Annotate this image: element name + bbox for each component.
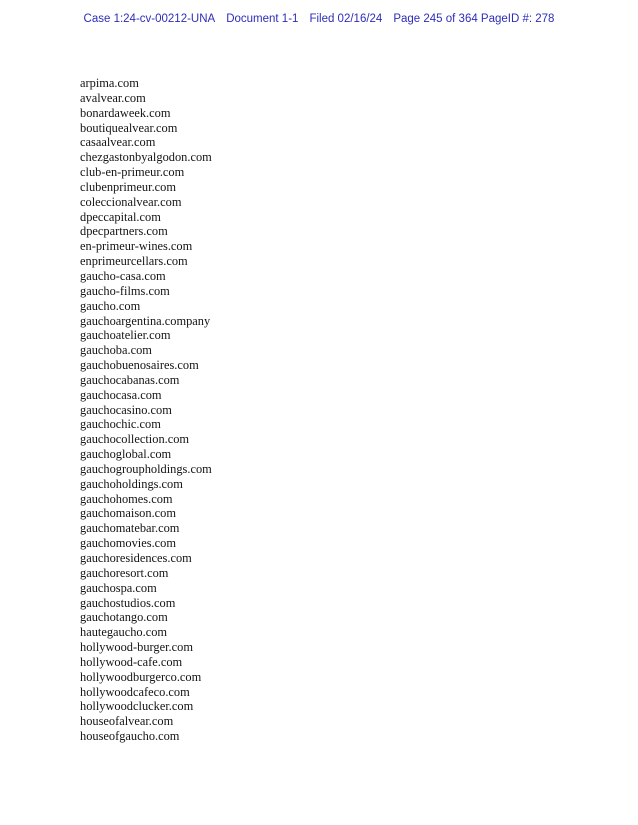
- domain-list-item: gauchochic.com: [80, 417, 161, 432]
- domain-list-item: hollywood-burger.com: [80, 640, 193, 655]
- domain-list-item: coleccionalvear.com: [80, 194, 182, 209]
- domain-list-item: gauchogroupholdings.com: [80, 461, 212, 476]
- domain-list-item: hollywood-cafe.com: [80, 654, 183, 669]
- domain-list-item: club-en-primeur.com: [80, 165, 185, 180]
- domain-list-item: houseofalvear.com: [80, 714, 174, 729]
- domain-list-item: gauchomatebar.com: [80, 521, 180, 536]
- domain-list-item: boutiquealvear.com: [80, 120, 178, 135]
- case-stamp-header: [0, 13, 638, 25]
- domain-list-item: gauchocasino.com: [80, 402, 172, 417]
- domain-list-item: gauchocollection.com: [80, 432, 190, 447]
- domain-list-item: gauchospa.com: [80, 580, 157, 595]
- page-info: Page 245 of 364 PageID #: 278: [393, 13, 555, 25]
- domain-list-item: gauchoholdings.com: [80, 476, 183, 491]
- case-number: Case 1:24-cv-00212-UNA: [83, 13, 216, 25]
- domain-list-item: gauchobuenosaires.com: [80, 358, 199, 373]
- domain-list-item: gauchoargentina.company: [80, 313, 211, 328]
- domain-list-item: gauchoatelier.com: [80, 328, 171, 343]
- domain-list-item: houseofgaucho.com: [80, 729, 180, 744]
- domain-list-item: clubenprimeur.com: [80, 179, 176, 194]
- domain-list-item: gauchomaison.com: [80, 506, 177, 521]
- domain-list-item: gauchostudios.com: [80, 595, 176, 610]
- domain-list-item: hautegaucho.com: [80, 625, 168, 640]
- document-number: Document 1-1: [226, 13, 299, 25]
- domain-list-item: gauchoresidences.com: [80, 551, 192, 565]
- domain-list-item: gauchoresort.com: [80, 565, 169, 580]
- domain-list-item: gauchotango.com: [80, 610, 168, 625]
- domain-list-item: avalvear.com: [80, 90, 146, 105]
- domain-list-item: dpecpartners.com: [80, 224, 168, 239]
- domain-list-item: bonardaweek.com: [80, 105, 171, 120]
- domain-list-item: chezgastonbyalgodon.com: [80, 150, 212, 165]
- domain-list: [80, 76, 212, 744]
- domain-list-item: gaucho-films.com: [80, 283, 170, 298]
- domain-list-item: hollywoodcafeco.com: [80, 684, 190, 699]
- domain-list-item: gauchoglobal.com: [80, 447, 172, 462]
- domain-list-item: gauchohomes.com: [80, 491, 173, 506]
- domain-list-item: hollywoodclucker.com: [80, 699, 194, 714]
- domain-list-item: gauchocasa.com: [80, 387, 162, 402]
- domain-list-item: casaalvear.com: [80, 135, 156, 150]
- domain-list-item: gaucho-casa.com: [80, 268, 166, 283]
- filed-date: Filed 02/16/24: [309, 13, 383, 25]
- domain-list-item: en-primeur-wines.com: [80, 239, 193, 254]
- domain-list-item: gauchocabanas.com: [80, 372, 180, 387]
- domain-list-item: dpeccapital.com: [80, 209, 161, 224]
- domain-list-item: hollywoodburgerco.com: [80, 669, 202, 684]
- domain-list-item: gaucho.com: [80, 298, 141, 313]
- domain-list-item: gauchomovies.com: [80, 536, 177, 551]
- domain-list-item: enprimeurcellars.com: [80, 254, 188, 269]
- domain-list-item: arpima.com: [80, 76, 139, 90]
- domain-list-item: gauchoba.com: [80, 343, 152, 358]
